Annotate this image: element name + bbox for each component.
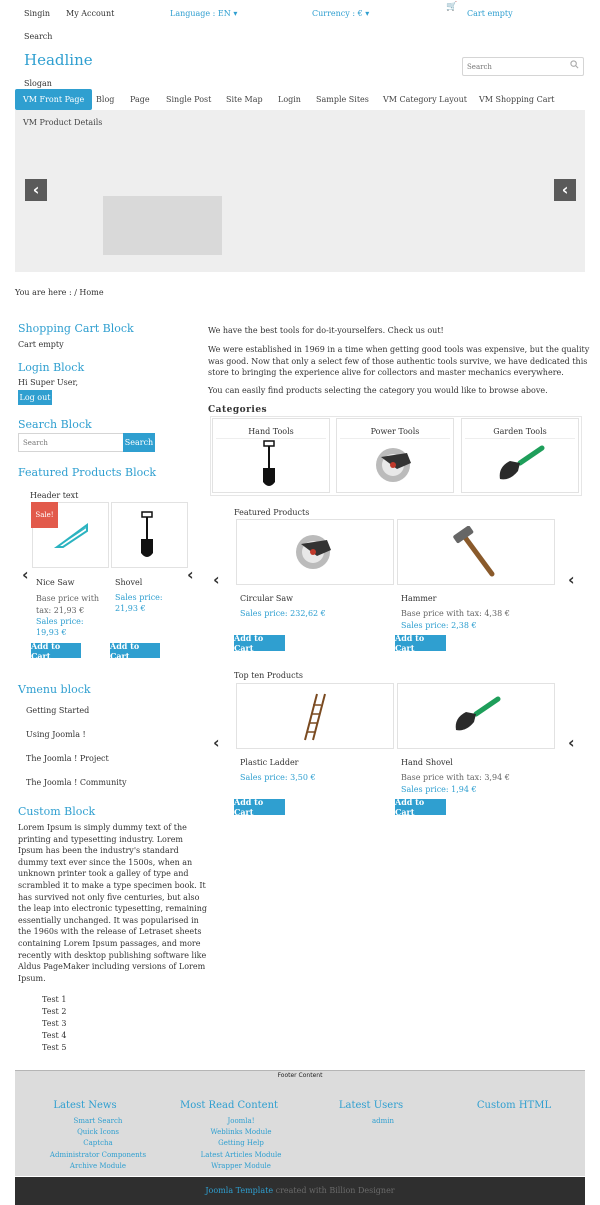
add-to-cart-button[interactable]: Add to Cart xyxy=(234,799,285,815)
circular-saw-icon xyxy=(373,443,417,485)
sales-price-value: 21,93 € xyxy=(115,604,146,613)
add-to-cart-button[interactable]: Add to Cart xyxy=(234,635,285,651)
vmenu-item[interactable]: The Joomla ! Project xyxy=(26,754,109,763)
test-item: Test 3 xyxy=(42,1019,67,1028)
custom-block-title: Custom Block xyxy=(18,805,96,818)
test-item: Test 5 xyxy=(42,1043,67,1052)
sales-price: Sales price: 232,62 € xyxy=(240,609,326,618)
chevron-right-icon: ‹ xyxy=(561,180,569,199)
most-read-list xyxy=(171,1116,311,1172)
sales-price: Sales price: 3,50 € xyxy=(240,773,316,782)
text-line: was good. Now that only a select few of those authentic tools survive, we have dedicated this xyxy=(208,356,588,366)
sales-price-label: Sales price: xyxy=(36,617,84,626)
text-line: the 1960s with the release of Letraset sheets xyxy=(18,927,202,937)
slider-next-button[interactable] xyxy=(554,179,576,201)
main-menu xyxy=(15,89,585,110)
ladder-icon xyxy=(299,692,329,742)
text-line: store to bringing the experience alive for collectors and master mechanics everywhere. xyxy=(208,368,564,377)
image-slider xyxy=(15,110,585,272)
search-link[interactable]: Search xyxy=(24,32,53,41)
shopping-cart-block-title: Shopping Cart Block xyxy=(18,322,134,335)
saw-icon xyxy=(53,521,91,551)
top-ten-products-title: Top ten Products xyxy=(234,671,303,680)
cart-status-text: Cart empty xyxy=(18,340,64,349)
search-block-title: Search Block xyxy=(18,418,92,431)
product-name[interactable]: Circular Saw xyxy=(240,594,293,603)
footer-link[interactable]: admin xyxy=(371,1117,395,1125)
custom-html-title: Custom HTML xyxy=(476,1100,552,1111)
hammer-icon xyxy=(450,526,500,578)
category-garden-tools[interactable] xyxy=(461,418,579,493)
category-hand-tools[interactable] xyxy=(212,418,330,493)
vmenu-item[interactable]: Getting Started xyxy=(26,706,90,715)
text-line: printing and typesetting industry. Lorem xyxy=(18,834,184,844)
sales-price-label: Sales price: xyxy=(115,593,163,602)
menu-item-page[interactable]: Page xyxy=(130,95,150,104)
menu-item-site-map[interactable]: Site Map xyxy=(226,95,263,104)
product-name[interactable]: Shovel xyxy=(115,578,143,587)
sales-price: Sales price: 2,38 € xyxy=(401,621,477,630)
menu-item-single-post[interactable]: Single Post xyxy=(166,95,212,104)
base-price: Base price with tax: 3,94 € xyxy=(401,773,510,782)
login-greeting: Hi Super User, xyxy=(18,378,79,387)
slider-prev-button[interactable] xyxy=(25,179,47,201)
text-line: the leap into electronic typesetting, remaining xyxy=(18,904,207,914)
caret-down-icon: ▾ xyxy=(233,9,238,18)
currency-label: Currency : € xyxy=(312,9,363,18)
sidebar-search-input[interactable] xyxy=(23,438,119,448)
featured-products-title: Featured Products xyxy=(234,508,310,517)
text-line: Ipsum. xyxy=(18,973,46,983)
custom-block-text xyxy=(18,822,208,984)
menu-item-login[interactable]: Login xyxy=(278,95,301,104)
vmenu-item[interactable]: Using Joomla ! xyxy=(26,730,86,739)
add-to-cart-button[interactable]: Add to Cart xyxy=(395,635,446,651)
menu-item-sample-sites[interactable]: Sample Sites xyxy=(316,95,369,104)
header-search-input[interactable] xyxy=(467,61,565,72)
chevron-left-icon: ‹ xyxy=(213,733,220,752)
featured-prev-arrow[interactable] xyxy=(22,565,29,584)
test-item: Test 2 xyxy=(42,1007,67,1016)
credit-text: created with Billion Designer xyxy=(273,1186,395,1195)
sales-price: Sales price: 1,94 € xyxy=(401,785,477,794)
top-ten-next-arrow[interactable] xyxy=(568,733,575,752)
add-to-cart-button[interactable]: Add to Cart xyxy=(110,643,160,658)
product-image-shovel[interactable] xyxy=(111,502,188,568)
top-ten-prev-arrow[interactable] xyxy=(213,733,220,752)
base-price: Base price with tax: 4,38 € xyxy=(401,609,510,618)
search-icon[interactable] xyxy=(570,60,579,71)
footer xyxy=(15,1070,585,1176)
intro-text: We have the best tools for do-it-yourselfers. Check us out! xyxy=(208,326,444,335)
menu-item-blog[interactable]: Blog xyxy=(96,95,115,104)
header-search-box[interactable] xyxy=(462,57,584,76)
featured-products-prev-arrow[interactable] xyxy=(213,570,220,589)
featured-next-arrow[interactable] xyxy=(187,565,194,584)
signin-link[interactable]: Singin xyxy=(24,9,51,18)
joomla-template-link[interactable]: Joomla Template xyxy=(205,1186,274,1195)
category-label: Hand Tools xyxy=(248,427,294,436)
cart-icon[interactable]: 🛒 xyxy=(446,2,458,12)
sidebar-search-button[interactable]: Search xyxy=(123,433,155,452)
product-image-hand-shovel[interactable] xyxy=(397,683,555,749)
latest-news-title: Latest News xyxy=(53,1100,117,1111)
category-label: Garden Tools xyxy=(493,427,547,436)
chevron-left-icon: ‹ xyxy=(213,570,220,589)
test-list xyxy=(42,994,66,1054)
hand-shovel-icon xyxy=(452,696,502,736)
footer-link[interactable]: Getting Help xyxy=(218,1139,264,1148)
featured-header-text: Header text xyxy=(30,491,79,500)
language-select[interactable] xyxy=(170,9,237,18)
footer-link[interactable]: Wrapper Module xyxy=(211,1161,271,1170)
product-image-circular-saw[interactable] xyxy=(236,519,394,585)
vmenu-block-title: Vmenu block xyxy=(18,683,91,696)
text-line: recently with desktop publishing software like xyxy=(18,950,207,960)
footer-link[interactable]: Captcha xyxy=(83,1139,113,1148)
footer-link[interactable]: Administrator Components xyxy=(49,1150,147,1159)
product-name[interactable]: Hand Shovel xyxy=(401,758,453,767)
circular-saw-icon xyxy=(293,530,337,572)
chevron-left-icon: ‹ xyxy=(568,570,575,589)
shovel-icon xyxy=(137,511,157,561)
login-block-title: Login Block xyxy=(18,361,85,374)
featured-products-next-arrow[interactable] xyxy=(568,570,575,589)
currency-select[interactable] xyxy=(312,9,369,18)
product-name[interactable]: Hammer xyxy=(401,594,437,603)
browse-text: You can easily find products selecting the category you would like to browse above. xyxy=(208,386,548,395)
footer-content-label: Footer Content xyxy=(277,1072,323,1079)
cart-link[interactable]: Cart empty xyxy=(467,9,513,18)
text-line: We were established in 1969 in a time when getting good tools was expensive, but the quality xyxy=(208,345,590,354)
menu-item-vm-category-layout[interactable]: VM Category Layout xyxy=(383,95,467,104)
menu-item-vm-shopping-cart[interactable]: VM Shopping Cart xyxy=(479,95,555,104)
text-line: has survived not only five centuries, but also xyxy=(18,892,200,902)
footer-link[interactable]: Weblinks Module xyxy=(210,1128,272,1137)
sidebar-search-box[interactable] xyxy=(18,433,124,452)
category-power-tools[interactable] xyxy=(336,418,454,493)
text-line: essentially unchanged. It was popularised in xyxy=(18,915,199,925)
latest-users-title: Latest Users xyxy=(338,1100,404,1111)
menu-item-vm-product-details[interactable]: VM Product Details xyxy=(23,118,103,127)
chevron-left-icon: ‹ xyxy=(32,180,40,199)
vmenu-item[interactable]: The Joomla ! Community xyxy=(26,778,127,787)
text-line: Lorem Ipsum is simply dummy text of the xyxy=(18,823,187,832)
bottom-bar xyxy=(15,1177,585,1205)
test-item: Test 4 xyxy=(42,1031,67,1040)
text-line: containing Lorem Ipsum passages, and more xyxy=(18,938,201,948)
product-name[interactable]: Nice Saw xyxy=(36,578,75,587)
sales-price-value: 19,93 € xyxy=(36,628,67,637)
footer-link[interactable]: Joomla! xyxy=(227,1117,255,1125)
about-text xyxy=(208,344,589,379)
text-line: Aldus PageMaker including versions of Lorem xyxy=(18,962,206,972)
footer-link[interactable]: Archive Module xyxy=(69,1161,127,1170)
product-image-hammer[interactable] xyxy=(397,519,555,585)
product-image-plastic-ladder[interactable] xyxy=(236,683,394,749)
chevron-left-icon: ‹ xyxy=(22,565,29,584)
text-line: unknown printer took a galley of type and xyxy=(18,869,189,879)
chevron-left-icon: ‹ xyxy=(187,565,194,584)
hand-shovel-icon xyxy=(496,445,546,485)
text-line: dummy text ever since the 1500s, when an xyxy=(18,857,193,867)
breadcrumb: You are here : / Home xyxy=(15,288,104,297)
footer-link[interactable]: Quick Icons xyxy=(77,1128,119,1137)
featured-products-block-title: Featured Products Block xyxy=(18,466,157,479)
latest-users-list xyxy=(313,1116,453,1127)
menu-item-vm-front-page[interactable]: VM Front Page xyxy=(15,89,92,110)
site-headline: Headline xyxy=(24,51,93,69)
footer-link[interactable]: Smart Search xyxy=(73,1117,123,1125)
text-line: scrambled it to make a type specimen book. It xyxy=(18,880,206,890)
test-item: Test 1 xyxy=(42,995,67,1004)
my-account-link[interactable]: My Account xyxy=(66,9,115,18)
shovel-icon xyxy=(259,440,279,490)
logout-button[interactable]: Log out xyxy=(18,390,52,405)
latest-news-list xyxy=(28,1116,168,1172)
add-to-cart-button[interactable]: Add to Cart xyxy=(395,799,446,815)
text-line: Ipsum has been the industry's standard xyxy=(18,846,179,856)
caret-down-icon: ▾ xyxy=(365,9,370,18)
footer-link[interactable]: Latest Articles Module xyxy=(200,1150,282,1159)
chevron-left-icon: ‹ xyxy=(568,733,575,752)
site-slogan: Slogan xyxy=(24,79,52,88)
sale-badge: Sale! xyxy=(31,502,58,528)
most-read-title: Most Read Content xyxy=(179,1100,279,1111)
product-base-price: Base price with tax: 21,93 € xyxy=(36,594,100,615)
add-to-cart-button[interactable]: Add to Cart xyxy=(31,643,81,658)
slide-image-placeholder xyxy=(103,196,222,255)
categories-title: Categories xyxy=(208,405,268,415)
language-label: Language : EN xyxy=(170,9,231,18)
product-name[interactable]: Plastic Ladder xyxy=(240,758,299,767)
category-label: Power Tools xyxy=(370,427,420,436)
